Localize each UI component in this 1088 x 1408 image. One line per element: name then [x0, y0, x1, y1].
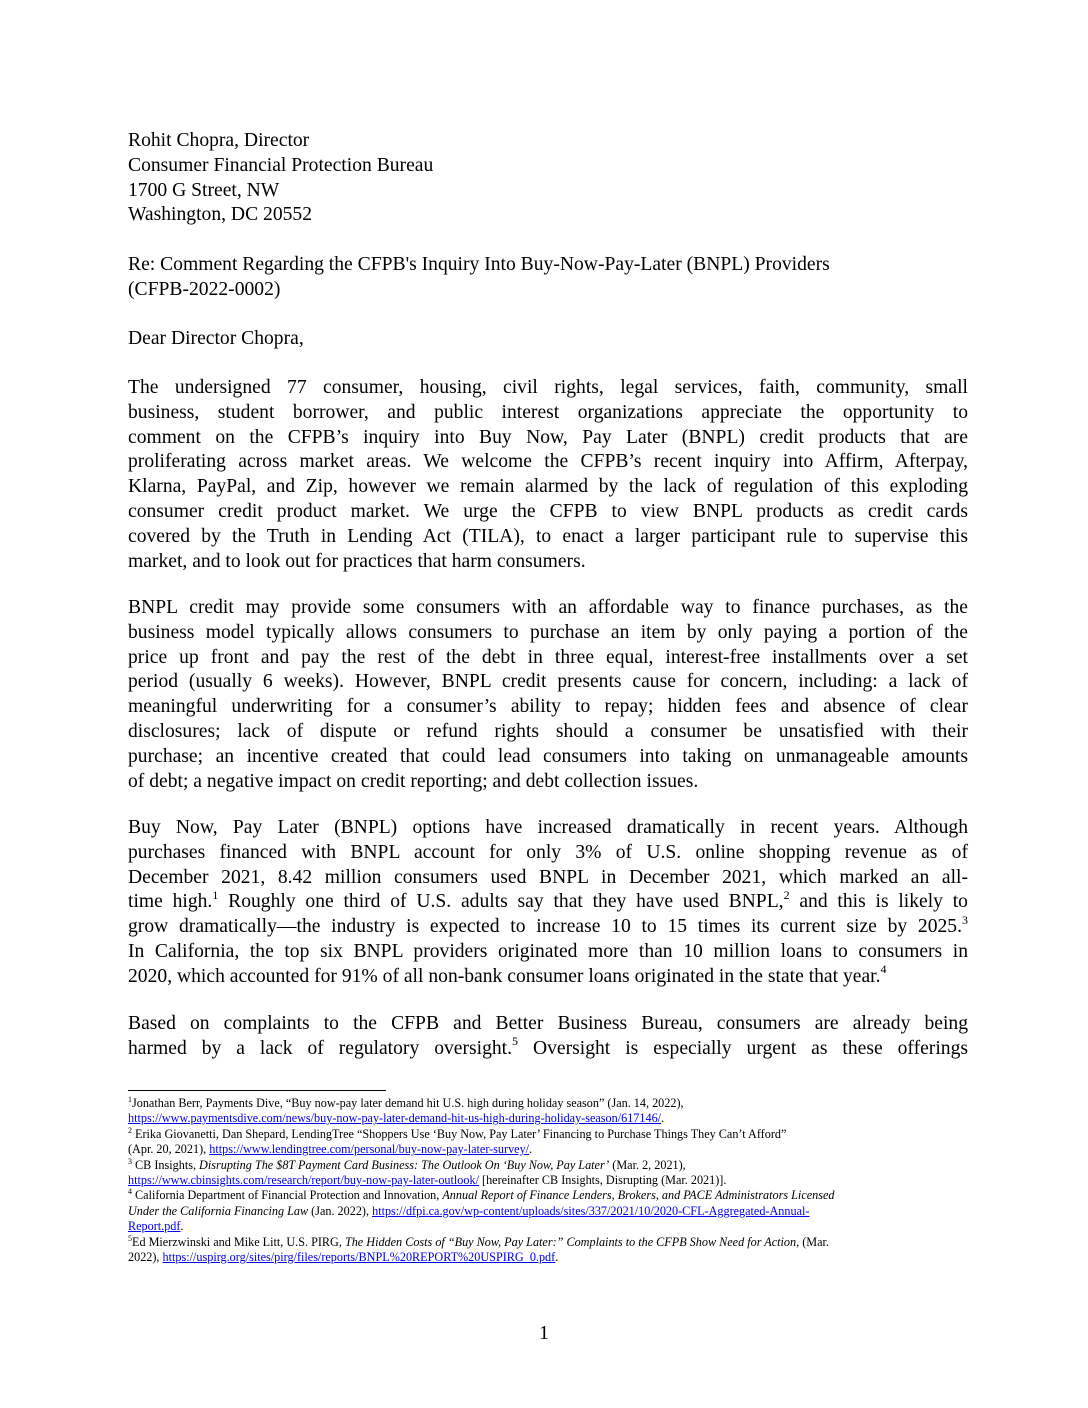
footnote-text: .	[555, 1250, 559, 1265]
paragraph-line: price up front and pay the rest of the debt in three equal, interest-free installments over a set	[128, 646, 968, 668]
footnote-link[interactable]: https://uspirg.org/sites/pirg/files/reports/BNPL%20REPORT%20USPIRG_0.pdf	[162, 1250, 556, 1265]
footnote-text: 2022),	[128, 1250, 163, 1265]
paragraph-line: December 2021, 8.42 million consumers used BNPL in December 2021, which marked an all-	[128, 866, 968, 888]
paragraph-2	[128, 596, 968, 794]
paragraph-line: business model typically allows consumers to purchase an item by only paying a portion of the	[128, 621, 968, 643]
address-city: Washington, DC 20552	[128, 204, 313, 226]
paragraph-line: purchase; an incentive created that could lead consumers into taking on unmanageable amounts	[128, 745, 968, 767]
footnote-text: .	[529, 1142, 533, 1157]
paragraph-line: meaningful underwriting for a consumer’s ability to repay; hidden fees and absence of clear	[128, 696, 968, 718]
paragraph-line: market, and to look out for practices that harm consumers.	[128, 550, 586, 572]
address-block	[128, 129, 968, 228]
paragraph-line: BNPL credit may provide some consumers with an affordable way to finance purchases, as the	[128, 597, 968, 618]
footnote-ref-2[interactable]: 2	[783, 887, 790, 902]
footnote-line	[128, 1250, 968, 1265]
footnote-title: The Hidden Costs of “Buy Now, Pay Later:” Complaints to the CFPB Show Need for Action	[344, 1234, 797, 1249]
footnote-title: Under the California Financing Law	[128, 1203, 309, 1218]
footnote-link[interactable]: https://www.lendingtree.com/personal/buy-now-pay-later-survey/	[209, 1142, 530, 1157]
paragraph-line: comment on the CFPB’s inquiry into Buy Now, Pay Later (BNPL) credit products that are	[128, 426, 968, 448]
paragraph-line: Based on complaints to the CFPB and Better Business Bureau, consumers are already being	[128, 1013, 968, 1034]
footnote-text: , (Mar.	[796, 1234, 829, 1249]
address-street: 1700 G Street, NW	[128, 179, 280, 201]
footnote-text: Ed Mierzwinski and Mike Litt, U.S. PIRG,	[132, 1234, 345, 1249]
text-run: Oversight is especially urgent as these offerings	[518, 1037, 968, 1059]
footnote-text: California Department of Financial Protection and Innovation,	[132, 1188, 443, 1203]
paragraph-line	[128, 912, 968, 940]
text-run: harmed by a lack of regulatory oversight.	[128, 1037, 513, 1059]
footnote-number: 3	[128, 1156, 132, 1166]
footnote-number: 4	[128, 1187, 132, 1197]
paragraph-line	[128, 1034, 968, 1062]
paragraph-3	[128, 816, 968, 990]
paragraph-line: proliferating across market areas. We welcome the CFPB’s recent inquiry into Affirm, Afterpay,	[128, 451, 968, 473]
address-name: Rohit Chopra, Director	[128, 130, 310, 151]
text-run: and this is likely to	[789, 891, 968, 913]
salutation	[128, 327, 968, 352]
address-organization: Consumer Financial Protection Bureau	[128, 154, 434, 176]
paragraph-line: Buy Now, Pay Later (BNPL) options have increased dramatically in recent years. Although	[128, 817, 968, 838]
footnote-title: Disrupting The $8T Payment Card Business: The Outlook On ‘Buy Now, Pay Later’	[199, 1157, 610, 1172]
footnote-3	[128, 1158, 968, 1189]
footnote-text: (Mar. 2, 2021),	[609, 1157, 686, 1172]
text-run: time high.	[128, 891, 213, 913]
footnote-title: Annual Report of Finance Lenders, Brokers, and PACE Administrators Licensed	[442, 1188, 835, 1203]
footnote-5	[128, 1235, 968, 1266]
text-run: grow dramatically—the industry is expected to increase 10 to 15 times its current size by 2025.	[128, 916, 962, 938]
paragraph-line	[128, 962, 968, 990]
paragraph-line: The undersigned 77 consumer, housing, civil rights, legal services, faith, community, small	[128, 377, 968, 398]
paragraph-line	[128, 887, 968, 915]
footnote-number: 5	[128, 1233, 132, 1243]
footnote-ref-1[interactable]: 1	[212, 887, 219, 902]
paragraph-line: business, student borrower, and public interest organizations appreciate the opportunity to	[128, 401, 968, 423]
subject-line-1: Re: Comment Regarding the CFPB's Inquiry Into Buy-Now-Pay-Later (BNPL) Providers	[128, 254, 830, 275]
footnote-text: .	[180, 1219, 184, 1234]
subject-line-2: (CFPB-2022-0002)	[128, 278, 281, 300]
footnote-link[interactable]: Report.pdf	[128, 1219, 181, 1234]
paragraph-line: disclosures; lack of dispute or refund rights should a consumer be unsatisfied with their	[128, 720, 968, 742]
paragraph-line: purchases financed with BNPL account for only 3% of U.S. online shopping revenue as of	[128, 841, 968, 863]
text-run: 2020, which accounted for 91% of all non-bank consumer loans originated in the state that year.	[128, 965, 881, 987]
footnote-line	[128, 1111, 968, 1126]
footnote-line	[128, 1173, 968, 1188]
paragraph-line: period (usually 6 weeks). However, BNPL credit presents cause for concern, including: a lack of	[128, 671, 968, 693]
footnote-link[interactable]: https://www.paymentsdive.com/news/buy-now-pay-later-demand-hit-us-high-during-holiday-season/617146/	[128, 1111, 662, 1126]
footnote-line	[128, 1096, 968, 1111]
footnote-line	[128, 1235, 968, 1250]
subject-line	[128, 253, 968, 303]
paragraph-line: covered by the Truth in Lending Act (TILA), to enact a larger participant rule to supervise this	[128, 525, 968, 547]
footnote-number: 2	[128, 1125, 132, 1135]
footnote-text: .	[661, 1111, 665, 1126]
footnote-text: CB Insights,	[132, 1157, 200, 1172]
paragraph-line: consumer credit product market. We urge the CFPB to view BNPL products as credit cards	[128, 500, 968, 522]
footnote-text: Jonathan Berr, Payments Dive, “Buy now-pay later demand hit U.S. high during holiday season” (Jan. 14, 2022),	[132, 1096, 684, 1110]
footnote-ref-3[interactable]: 3	[962, 912, 968, 927]
footnote-line	[128, 1219, 968, 1234]
paragraph-line: of debt; a negative impact on credit reporting; and debt collection issues.	[128, 770, 699, 792]
footnote-line	[128, 1127, 968, 1142]
text-run: Roughly one third of U.S. adults say that they have used BNPL,	[218, 891, 784, 913]
salutation-text: Dear Director Chopra,	[128, 328, 304, 349]
footnote-ref-4[interactable]: 4	[880, 962, 887, 977]
paragraph-1	[128, 376, 968, 574]
footnote-4	[128, 1188, 968, 1234]
footnote-text: [hereinafter CB Insights, Disrupting (Mar. 2021)].	[478, 1173, 727, 1188]
footnote-line	[128, 1204, 968, 1219]
page-number: 1	[539, 1322, 549, 1344]
footnotes	[128, 1096, 968, 1265]
footnote-line	[128, 1142, 968, 1157]
footnote-2	[128, 1127, 968, 1158]
paragraph-line: In California, the top six BNPL providers originated more than 10 million loans to consumers in	[128, 940, 968, 962]
footnote-text: (Jan. 2022),	[308, 1203, 373, 1218]
footnote-number: 1	[128, 1094, 132, 1104]
footnote-ref-5[interactable]: 5	[512, 1034, 519, 1049]
footnote-text: (Apr. 20, 2021),	[128, 1142, 210, 1157]
footnote-1	[128, 1096, 968, 1127]
footnote-text: Erika Giovanetti, Dan Shepard, LendingTree “Shoppers Use ‘Buy Now, Pay Later’ Financing to Purchase Things They Can’t Afford”	[132, 1126, 787, 1141]
footnote-line	[128, 1188, 968, 1203]
paragraph-4	[128, 1012, 968, 1062]
paragraph-line: Klarna, PayPal, and Zip, however we remain alarmed by the lack of regulation of this exploding	[128, 476, 968, 498]
footnote-line	[128, 1158, 968, 1173]
footnote-link[interactable]: https://www.cbinsights.com/research/report/buy-now-pay-later-outlook/	[128, 1173, 479, 1188]
footnote-link[interactable]: https://dfpi.ca.gov/wp-content/uploads/sites/337/2021/10/2020-CFL-Aggregated-Annual-	[372, 1203, 810, 1218]
footnote-separator	[128, 1090, 386, 1091]
